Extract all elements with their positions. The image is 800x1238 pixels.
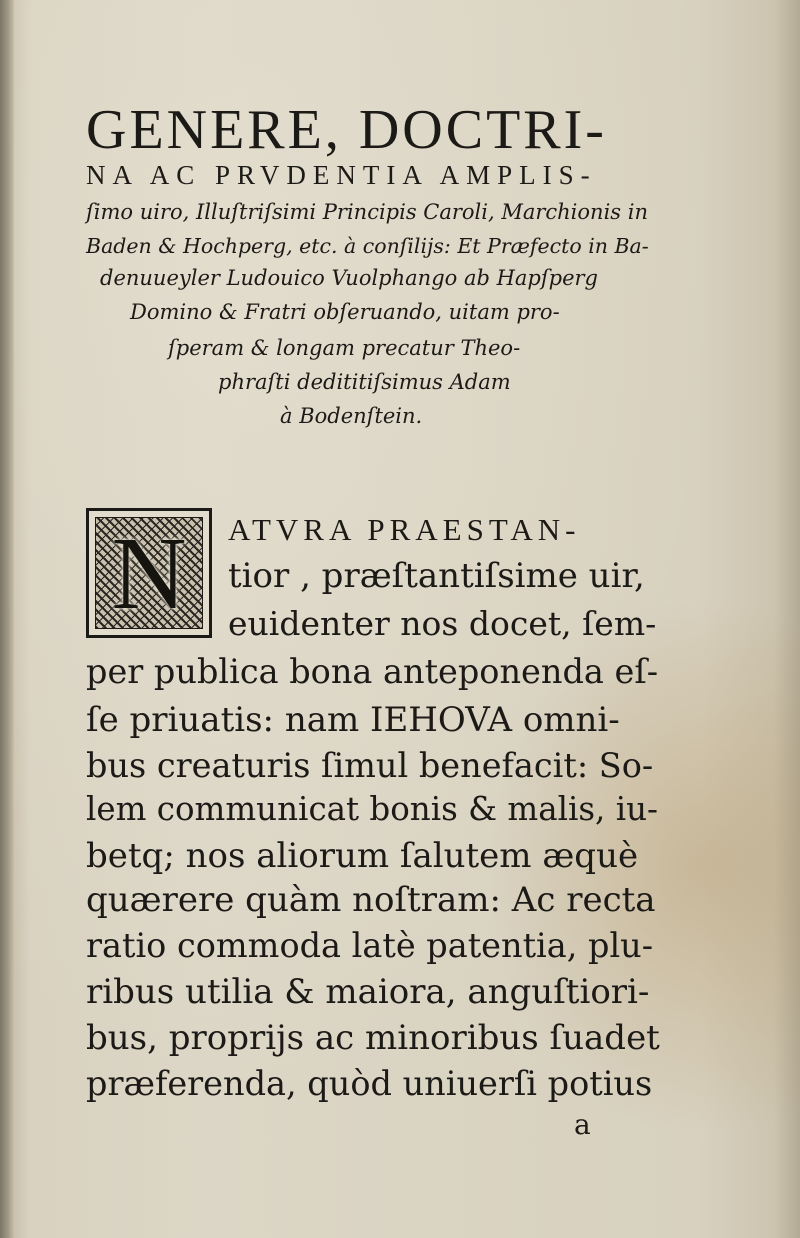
dedication-line-8: phraſti dedititiſsimus Adam: [218, 370, 511, 394]
body-line-12: bus, proprijs ac minoribus ſuadet: [86, 1018, 660, 1058]
body-line-11: ribus utilia & maiora, anguſtiori-: [86, 972, 650, 1012]
dedication-line-3: ſimo uiro, Illuſtriſsimi Principis Caroli, Marchionis in: [86, 200, 648, 224]
body-line-6: bus creaturis ſimul benefacit: So-: [86, 746, 654, 785]
body-line-7: lem communicat bonis & malis, iu-: [86, 790, 659, 828]
initial-letter: N: [111, 515, 187, 631]
dedication-line-4: Baden & Hochperg, etc. à conſilijs: Et Præfecto in Ba-: [86, 234, 649, 258]
body-line-9: quærere quàm noſtram: Ac recta: [86, 880, 656, 920]
body-line-1: ATVRA PRAESTAN-: [228, 512, 581, 547]
body-line-8: betq; nos aliorum ſalutem æquè: [86, 836, 639, 876]
body-line-13: præferenda, quòd uniuerſi potius: [86, 1064, 653, 1103]
heading-line-1: GENERE, DOCTRI-: [86, 99, 607, 161]
dedication-line-5: denuueyler Ludouico Vuolphango ab Hapſperg: [100, 266, 598, 290]
page-edge: [774, 0, 800, 1238]
body-line-3: euidenter nos docet, ſem-: [228, 604, 657, 643]
body-line-2: tior , præſtantiſsime uir,: [228, 556, 645, 596]
body-line-4: per publica bona anteponenda eſ-: [86, 652, 659, 691]
body-line-5: ſe priuatis: nam IEHOVA omni-: [86, 700, 620, 740]
body-line-10: ratio commoda latè patentia, plu-: [86, 926, 654, 965]
decorated-initial: [86, 508, 212, 638]
heading-line-2: NA AC PRVDENTIA AMPLIS-: [86, 160, 597, 190]
page-gutter: [0, 0, 14, 1238]
signature-mark: a: [574, 1108, 591, 1141]
dedication-line-9: à Bodenſtein.: [280, 404, 423, 428]
dedication-line-6: Domino & Fratri obſeruando, uitam pro-: [130, 300, 560, 324]
dedication-line-7: ſperam & longam precatur Theo-: [168, 336, 521, 360]
